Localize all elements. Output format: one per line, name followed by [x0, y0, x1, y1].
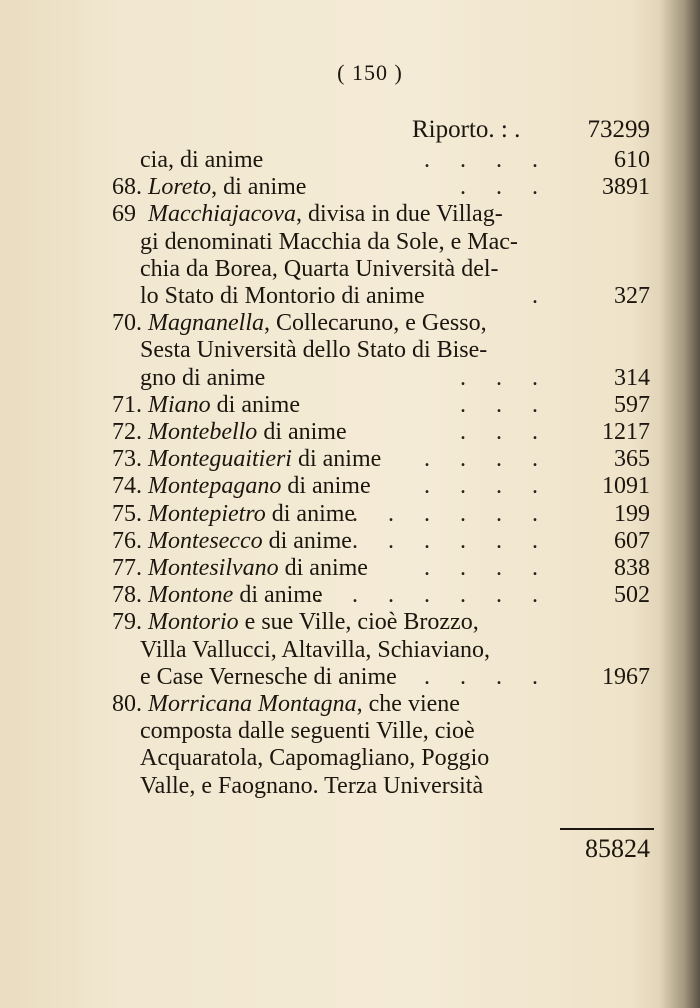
entry-description: lo Stato di Montorio di anime: [140, 283, 425, 309]
entry-description: di anime: [210, 391, 300, 418]
entry-description: Acquaratola, Capomagliano, Poggio: [140, 745, 490, 772]
entry-text: [140, 771, 483, 801]
population-value: 365: [614, 446, 650, 473]
entry-line: [0, 471, 700, 501]
entry-number: 75.: [112, 500, 142, 527]
entry-text: [140, 281, 425, 311]
place-name: Montebello: [148, 419, 258, 445]
leader-dots: . . . . . .: [352, 500, 550, 527]
entry-number: 69: [112, 201, 136, 228]
leader-dots: . . . .: [424, 663, 550, 690]
entry-text: [148, 499, 355, 529]
population-value: 607: [614, 527, 650, 554]
entry-description: composta dalle seguenti Ville, cioè: [140, 718, 475, 745]
entry-text: [140, 716, 475, 746]
entry-number: 78.: [112, 582, 142, 609]
entry-line: [0, 227, 700, 257]
entry-text: [148, 444, 381, 474]
leader-dots: . . .: [460, 419, 550, 445]
population-value: 1217: [602, 419, 650, 445]
entry-description: di anime: [262, 527, 352, 554]
leader-dots: . . . .: [424, 555, 550, 581]
entry-text: [140, 363, 265, 393]
sum-rule: [560, 828, 654, 830]
leader-dots: . . . .: [424, 473, 550, 500]
entry-line: [0, 580, 700, 610]
entry-text: [140, 254, 499, 284]
entry-number: 80.: [112, 691, 142, 717]
entry-text: [140, 662, 397, 692]
entry-line: [0, 607, 700, 637]
entry-line: [0, 281, 700, 311]
entry-number: 77.: [112, 555, 142, 581]
page-total: 85824: [585, 834, 650, 863]
entry-text: [140, 635, 490, 665]
entry-line: [0, 444, 700, 474]
place-name: Loreto: [148, 174, 212, 201]
entry-line: [0, 335, 700, 365]
place-name: Montorio: [148, 609, 239, 636]
entry-number: 72.: [112, 419, 142, 445]
entry-line: [0, 499, 700, 529]
entry-number: 76.: [112, 527, 142, 554]
entry-text: [140, 145, 263, 175]
leader-dots: . . .: [460, 364, 550, 391]
entry-text: [148, 553, 368, 583]
leader-dots: . . . . . . .: [316, 582, 550, 609]
entry-text: [148, 607, 479, 637]
place-name: Monteguaitieri: [148, 446, 292, 473]
entry-number: 73.: [112, 446, 142, 473]
entry-description: , che viene: [356, 691, 460, 717]
population-value: 502: [614, 582, 650, 609]
entry-text: [140, 743, 489, 773]
entry-text: [140, 227, 518, 257]
entry-description: cia, di anime: [140, 147, 264, 173]
population-value: 199: [614, 500, 650, 527]
entry-text: [148, 526, 352, 556]
entry-line: [0, 553, 700, 583]
entry-text: [140, 335, 487, 365]
entry-text: [148, 199, 503, 229]
entry-description: di anime: [257, 419, 347, 445]
entry-description: Valle, e Faognano. Terza Università: [140, 772, 484, 799]
entry-description: di anime: [278, 555, 368, 581]
entry-line: [0, 254, 700, 284]
population-value: 597: [614, 391, 650, 418]
entry-text: [148, 689, 460, 719]
entry-description: e Case Vernesche di anime: [140, 663, 397, 690]
leader-dots: . . . .: [424, 446, 550, 473]
entry-text: [148, 390, 300, 420]
entry-number: 70.: [112, 310, 142, 337]
entry-description: e sue Ville, cioè Brozzo,: [238, 609, 479, 636]
entry-line: [0, 363, 700, 393]
leader-dots: .: [532, 283, 550, 309]
population-value: 1091: [602, 473, 650, 500]
entry-line: [0, 635, 700, 665]
population-value: 327: [614, 283, 650, 309]
entry-description: di anime: [291, 446, 382, 473]
place-name: Montepietro: [148, 500, 266, 527]
leader-dots: . . . . . .: [352, 527, 550, 554]
entry-text: [148, 308, 487, 338]
entry-text: [148, 417, 347, 447]
entry-description: , Collecaruno, e Gesso,: [263, 310, 487, 337]
entry-description: di anime: [233, 582, 323, 609]
entry-text: [148, 172, 306, 202]
population-value: 3891: [602, 174, 650, 201]
place-name: Montesecco: [148, 527, 263, 554]
entry-number: 68.: [112, 174, 142, 201]
leader-dots: . . . .: [424, 147, 550, 173]
place-name: Macchiajacova: [148, 201, 296, 228]
entry-line: [0, 662, 700, 692]
entry-description: , divisa in due Villag-: [295, 201, 503, 228]
place-name: Montone: [148, 582, 234, 609]
entry-line: [0, 199, 700, 229]
entry-line: [0, 417, 700, 447]
place-name: Montesilvano: [148, 555, 279, 581]
entry-number: 74.: [112, 473, 142, 500]
entry-line: [0, 308, 700, 338]
entry-number: 71.: [112, 391, 142, 418]
entry-line: [0, 526, 700, 556]
population-value: 1967: [602, 663, 650, 690]
entry-description: Villa Vallucci, Altavilla, Schiaviano,: [140, 636, 491, 663]
entry-description: gno di anime: [140, 364, 266, 391]
leader-dots: . . .: [460, 391, 550, 418]
riporto-label: Riporto. : .: [412, 116, 521, 143]
entry-line: [0, 716, 700, 746]
leader-dots: . . .: [460, 174, 550, 201]
carryover-row: [0, 115, 700, 145]
place-name: Morricana Montagna: [148, 691, 357, 717]
entry-number: 79.: [112, 609, 142, 636]
page-number: ( 150 ): [337, 60, 403, 85]
entry-line: [0, 771, 700, 801]
entry-line: [0, 145, 700, 175]
entry-description: chia da Borea, Quarta Università del-: [140, 255, 499, 282]
place-name: Magnanella: [148, 310, 264, 337]
entry-line: [0, 689, 700, 719]
entry-text: [148, 471, 371, 501]
entry-description: , di anime: [211, 174, 307, 201]
population-value: 838: [614, 555, 650, 581]
population-value: 314: [614, 364, 650, 391]
place-name: Miano: [148, 391, 211, 418]
entry-description: di anime: [265, 500, 356, 527]
entry-description: Sesta Università dello Stato di Bise-: [140, 337, 488, 364]
entry-line: [0, 172, 700, 202]
riporto-value: 73299: [587, 116, 650, 143]
population-value: 610: [614, 147, 650, 173]
entry-description: di anime: [281, 473, 371, 500]
place-name: Montepagano: [148, 473, 282, 500]
entry-line: [0, 743, 700, 773]
entry-line: [0, 390, 700, 420]
entry-text: [148, 580, 323, 610]
entry-description: gi denominati Macchia da Sole, e Mac-: [140, 228, 518, 255]
